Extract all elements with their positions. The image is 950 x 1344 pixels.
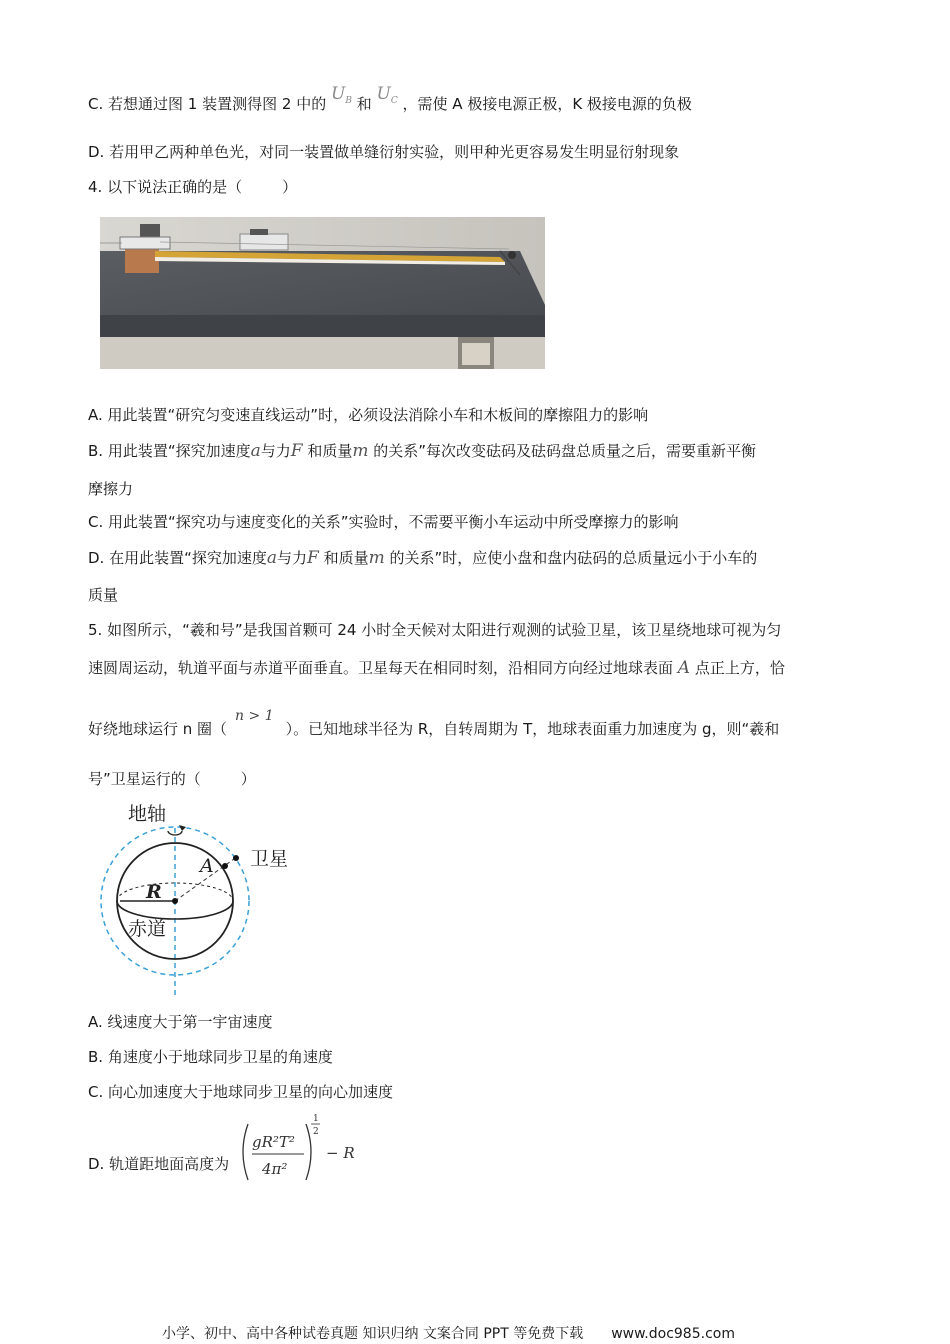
q5-stem-line1: 5. 如图所示，“羲和号”是我国首颗可 24 小时全天候对太阳进行观测的试验卫星，该卫星绕地球可视为匀: [88, 621, 782, 639]
formula-denominator: 4π²: [262, 1160, 288, 1178]
q4-option-d-cont: 质量: [88, 586, 119, 604]
option-c-label: C.: [88, 95, 104, 113]
footer-ad: 小学、初中、高中各种试卷真题 知识归纳 文案合同 PPT 等免费下载 www.doc985.com: [162, 1326, 735, 1342]
option-c-prev: [88, 84, 692, 121]
q5-option-a: A. 线速度大于第一宇宙速度: [88, 1013, 273, 1031]
satellite-point: [233, 855, 239, 861]
q4-option-c: C. 用此装置“探究功与速度变化的关系”实验时，不需要平衡小车运动中所受摩擦力的影响: [88, 513, 679, 531]
formula-numerator: gR²T²: [252, 1133, 295, 1151]
q4-stem: 4. 以下说法正确的是（ ）: [88, 178, 298, 196]
label-equator: 赤道: [128, 918, 167, 940]
point-a: [222, 863, 228, 869]
earth-satellite-diagram: [100, 800, 310, 1000]
exp-denominator: 2: [313, 1127, 319, 1137]
option-d-prev: D. 若用甲乙两种单色光，对同一装置做单缝衍射实验，则甲种光更容易发生明显衍射现象: [88, 143, 680, 161]
option-c-text-post: ，需使 A 极接电源正极，K 极接电源的负极: [402, 95, 692, 113]
q5-option-d: D. 轨道距地面高度为: [88, 1155, 230, 1173]
q5-option-c: C. 向心加速度大于地球同步卫星的向心加速度: [88, 1083, 394, 1101]
q4-option-a: A. 用此装置“研究匀变速直线运动”时，必须设法消除小车和木板间的摩擦阻力的影响: [88, 406, 649, 424]
formula-minus-r: − R: [326, 1144, 355, 1162]
q4-option-b: B. 用此装置“探究加速度a与力F 和质量m 的关系”每次改变砝码及砝码盘总质量之后，需要重新平衡: [88, 441, 757, 461]
q4-option-d: D. 在用此装置“探究加速度a与力F 和质量m 的关系”时，应使小盘和盘内砝码的总质量远小于小车的: [88, 548, 758, 568]
symbol-ub: $U_B$: [330, 84, 352, 106]
q4-option-b-cont: 摩擦力: [88, 480, 134, 498]
q5-stem-line4: 号”卫星运行的（ ）: [88, 770, 256, 788]
symbol-uc: $U_C$: [376, 84, 398, 106]
exp-numerator: 1: [313, 1114, 319, 1124]
label-a: A: [200, 855, 214, 877]
option-c-and: 和: [356, 95, 372, 113]
option-c-text-pre: 若想通过图 1 装置测得图 2 中的: [108, 95, 327, 113]
label-r: R: [146, 881, 162, 903]
q5-option-b: B. 角速度小于地球同步卫星的角速度: [88, 1048, 333, 1066]
q5-stem-line2: 速圆周运动，轨道平面与赤道平面垂直。卫星每天在相同时刻，沿相同方向经过地球表面 A 点正上方，恰: [88, 658, 785, 678]
label-axis: 地轴: [128, 803, 167, 825]
label-satellite: 卫星: [250, 848, 289, 870]
q5-stem-line3: 好绕地球运行 n 圈（n > 1）。已知地球半径为 R，自转周期为 T，地球表面重力加速度为 g，则“羲和: [88, 708, 780, 738]
experiment-apparatus-photo: [100, 217, 545, 369]
height-formula: [240, 1112, 370, 1184]
